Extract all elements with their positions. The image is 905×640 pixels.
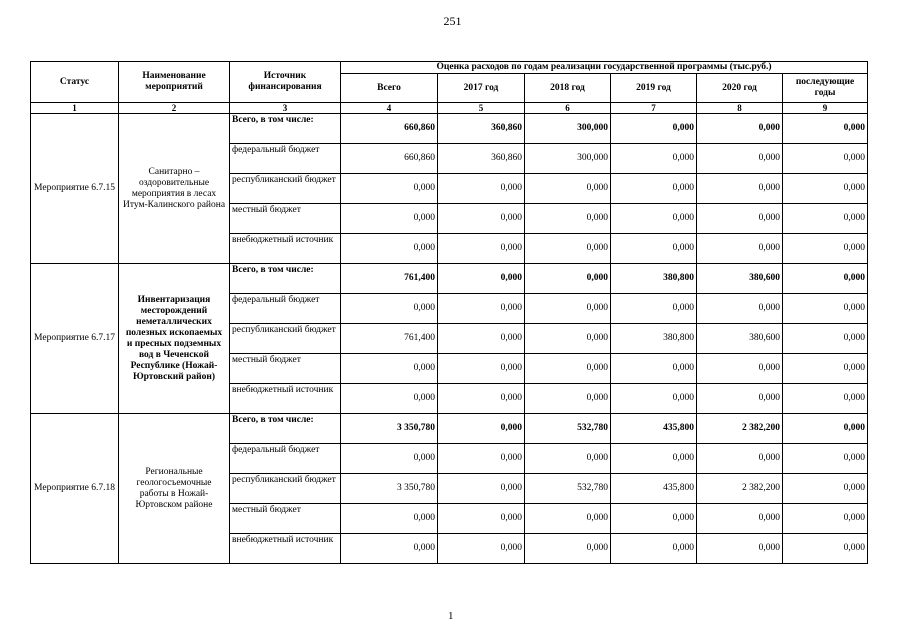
value-total: 660,860 [341, 144, 438, 174]
value-total: 0,000 [341, 384, 438, 414]
value-later: 0,000 [783, 324, 868, 354]
value-y2018: 300,000 [525, 114, 611, 144]
header-2019: 2019 год [611, 74, 697, 103]
value-y2019: 0,000 [611, 174, 697, 204]
value-y2018: 0,000 [525, 534, 611, 564]
value-later: 0,000 [783, 474, 868, 504]
value-y2019: 0,000 [611, 114, 697, 144]
value-y2020: 0,000 [697, 444, 783, 474]
header-later: последующие годы [783, 74, 868, 103]
value-total: 0,000 [341, 534, 438, 564]
value-y2017: 0,000 [438, 474, 525, 504]
value-y2020: 380,600 [697, 324, 783, 354]
funding-source: республиканский бюджет [230, 174, 341, 204]
table-row [31, 114, 868, 144]
header-name: Наименование мероприятий [119, 62, 230, 103]
value-y2019: 435,800 [611, 474, 697, 504]
value-y2019: 0,000 [611, 504, 697, 534]
value-y2019: 435,800 [611, 414, 697, 444]
funding-source: местный бюджет [230, 204, 341, 234]
value-y2017: 0,000 [438, 414, 525, 444]
value-total: 0,000 [341, 204, 438, 234]
header-total: Всего [341, 74, 438, 103]
header-status: Статус [31, 62, 119, 103]
page-number: 251 [443, 14, 462, 28]
header-2018: 2018 год [525, 74, 611, 103]
col-number: 2 [119, 103, 230, 114]
activity-name: Региональные геологосъемочные работы в Ножай-Юртовском районе [119, 414, 230, 564]
value-y2020: 0,000 [697, 174, 783, 204]
value-y2018: 300,000 [525, 144, 611, 174]
value-later: 0,000 [783, 144, 868, 174]
funding-source: внебюджетный источник [230, 534, 341, 564]
value-y2020: 0,000 [697, 234, 783, 264]
value-y2019: 0,000 [611, 144, 697, 174]
activity-status: Мероприятие 6.7.17 [31, 264, 119, 414]
header-source: Источник финансирования [230, 62, 341, 103]
value-y2020: 0,000 [697, 534, 783, 564]
value-total: 0,000 [341, 354, 438, 384]
value-y2019: 380,800 [611, 264, 697, 294]
value-y2017: 0,000 [438, 324, 525, 354]
value-y2017: 0,000 [438, 384, 525, 414]
value-y2017: 0,000 [438, 354, 525, 384]
value-y2017: 360,860 [438, 114, 525, 144]
value-later: 0,000 [783, 294, 868, 324]
value-total: 0,000 [341, 294, 438, 324]
value-y2020: 0,000 [697, 384, 783, 414]
value-y2020: 0,000 [697, 204, 783, 234]
value-later: 0,000 [783, 114, 868, 144]
value-y2020: 2 382,200 [697, 474, 783, 504]
value-y2020: 0,000 [697, 504, 783, 534]
value-y2017: 0,000 [438, 444, 525, 474]
col-number: 3 [230, 103, 341, 114]
header-2020: 2020 год [697, 74, 783, 103]
value-y2018: 0,000 [525, 294, 611, 324]
funding-source: федеральный бюджет [230, 444, 341, 474]
col-number: 9 [783, 103, 868, 114]
col-number: 8 [697, 103, 783, 114]
value-y2018: 0,000 [525, 324, 611, 354]
value-later: 0,000 [783, 234, 868, 264]
value-y2019: 0,000 [611, 234, 697, 264]
col-number: 1 [31, 103, 119, 114]
table-row [31, 414, 868, 444]
funding-source: республиканский бюджет [230, 474, 341, 504]
value-y2017: 0,000 [438, 174, 525, 204]
footer-mark: 1 [448, 610, 454, 622]
value-total: 761,400 [341, 324, 438, 354]
funding-source: Всего, в том числе: [230, 264, 341, 294]
funding-source: внебюджетный источник [230, 234, 341, 264]
value-y2020: 0,000 [697, 354, 783, 384]
funding-source: федеральный бюджет [230, 294, 341, 324]
value-later: 0,000 [783, 504, 868, 534]
value-y2019: 0,000 [611, 444, 697, 474]
funding-source: республиканский бюджет [230, 324, 341, 354]
table-row [31, 264, 868, 294]
activity-name: Санитарно – оздоровительные мероприятия в лесах Итум-Калинского района [119, 114, 230, 264]
value-y2020: 0,000 [697, 144, 783, 174]
value-y2017: 0,000 [438, 294, 525, 324]
value-total: 0,000 [341, 234, 438, 264]
value-later: 0,000 [783, 264, 868, 294]
table-body [31, 114, 868, 564]
value-y2017: 0,000 [438, 204, 525, 234]
value-later: 0,000 [783, 354, 868, 384]
value-total: 3 350,780 [341, 414, 438, 444]
value-y2017: 0,000 [438, 234, 525, 264]
value-y2019: 0,000 [611, 354, 697, 384]
funding-source: Всего, в том числе: [230, 114, 341, 144]
col-number: 5 [438, 103, 525, 114]
value-y2019: 0,000 [611, 294, 697, 324]
funding-source: местный бюджет [230, 504, 341, 534]
value-y2020: 2 382,200 [697, 414, 783, 444]
activity-status: Мероприятие 6.7.15 [31, 114, 119, 264]
header-2017: 2017 год [438, 74, 525, 103]
value-y2017: 0,000 [438, 534, 525, 564]
value-y2019: 0,000 [611, 204, 697, 234]
value-later: 0,000 [783, 444, 868, 474]
value-y2019: 0,000 [611, 384, 697, 414]
value-y2018: 0,000 [525, 384, 611, 414]
value-y2017: 0,000 [438, 264, 525, 294]
value-later: 0,000 [783, 384, 868, 414]
header-estimate: Оценка расходов по годам реализации государственной программы (тыс.руб.) [341, 62, 868, 74]
col-number: 7 [611, 103, 697, 114]
funding-source: внебюджетный источник [230, 384, 341, 414]
col-number: 4 [341, 103, 438, 114]
value-y2018: 0,000 [525, 354, 611, 384]
value-y2019: 0,000 [611, 534, 697, 564]
value-y2018: 0,000 [525, 204, 611, 234]
value-y2018: 532,780 [525, 474, 611, 504]
value-y2020: 380,600 [697, 264, 783, 294]
funding-source: Всего, в том числе: [230, 414, 341, 444]
value-y2017: 0,000 [438, 504, 525, 534]
activity-name: Инвентаризация месторождений неметаллических полезных ископаемых и пресных подземных вод в Чеченской Республике (Ножай-Юртовский район) [119, 264, 230, 414]
value-y2018: 0,000 [525, 234, 611, 264]
value-total: 761,400 [341, 264, 438, 294]
value-later: 0,000 [783, 534, 868, 564]
value-total: 0,000 [341, 174, 438, 204]
activity-status: Мероприятие 6.7.18 [31, 414, 119, 564]
col-number: 6 [525, 103, 611, 114]
funding-source: федеральный бюджет [230, 144, 341, 174]
value-y2018: 532,780 [525, 414, 611, 444]
value-y2020: 0,000 [697, 294, 783, 324]
value-y2018: 0,000 [525, 444, 611, 474]
value-y2019: 380,800 [611, 324, 697, 354]
value-total: 660,860 [341, 114, 438, 144]
value-later: 0,000 [783, 204, 868, 234]
value-total: 3 350,780 [341, 474, 438, 504]
expenses-table [30, 61, 868, 564]
value-later: 0,000 [783, 414, 868, 444]
value-y2020: 0,000 [697, 114, 783, 144]
table-header [31, 62, 868, 114]
value-y2017: 360,860 [438, 144, 525, 174]
value-later: 0,000 [783, 174, 868, 204]
funding-source: местный бюджет [230, 354, 341, 384]
value-total: 0,000 [341, 504, 438, 534]
value-y2018: 0,000 [525, 504, 611, 534]
value-y2018: 0,000 [525, 264, 611, 294]
value-total: 0,000 [341, 444, 438, 474]
value-y2018: 0,000 [525, 174, 611, 204]
column-numbers-row [31, 103, 868, 114]
